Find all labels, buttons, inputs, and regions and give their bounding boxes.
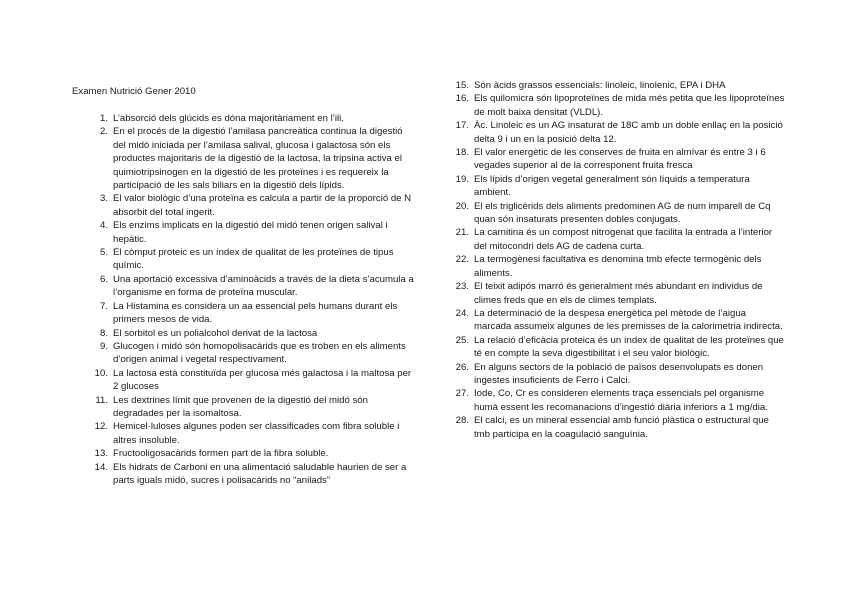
question-text: Àc. Linoleic es un AG insaturat de 18C amb un doble enllaç en la posició delta 9 i un en la posició delta 12. xyxy=(474,120,783,145)
question-number: 16. xyxy=(455,93,469,105)
question-text: En el procés de la digestió l’amilasa pancreàtica continua la digestió del midó iniciada per l’amilasa salival, glucosa i galactosa són els productes majoritaris de la digestió de la lactosa, la tripsina activa el quimiotripsinogen en la digestió de les proteïnes i es requereix la participació de les sals biliars en la digestió dels lípids. xyxy=(113,126,403,192)
question-number: 9. xyxy=(99,340,108,352)
question-number: 10. xyxy=(94,367,108,379)
question-number: 11. xyxy=(95,394,108,406)
question-number: 6. xyxy=(99,273,108,285)
question-text: La lactosa està constituïda per glucosa més galactosa i la maltosa per 2 glucoses xyxy=(113,367,412,393)
question-number: 1. xyxy=(99,113,108,124)
question-text: El els triglicèrids dels aliments predominen AG de num imparell de Cq quan són insaturats presenten dobles conjugats. xyxy=(474,200,771,226)
question-number: 4. xyxy=(99,220,108,232)
question-text: El calci, es un mineral essencial amb funció plàstica o estructural que tmb participa en la coagulació sanguínia. xyxy=(474,415,769,440)
question-item xyxy=(88,273,418,300)
question-text: Els quilomicra són lipoproteïnes de mida més petita que les lipoproteïnes de molt baixa densitat (VLDL). xyxy=(474,93,785,118)
question-number: 8. xyxy=(99,327,108,339)
question-number: 14. xyxy=(94,461,108,473)
question-text: La Histamina es considera un aa essencial pels humans durant els primers mesos de vida. xyxy=(113,300,398,326)
question-item xyxy=(455,146,785,173)
question-text: El sorbitol es un polialcohol derivat de la lactosa xyxy=(113,327,318,339)
question-number: 12. xyxy=(94,421,108,433)
question-item xyxy=(88,300,418,327)
question-item xyxy=(88,112,418,125)
question-item xyxy=(88,192,418,219)
question-number: 17. xyxy=(455,120,469,132)
question-item xyxy=(455,361,785,388)
page-title: Examen Nutrició Gener 2010 xyxy=(72,86,196,97)
question-item xyxy=(88,125,418,192)
question-item xyxy=(88,246,418,273)
question-item xyxy=(455,334,785,361)
question-text: El valor energètic de les conserves de fruita en almívar és entre 3 i 6 vegades superior al de la corresponent fruita fresca xyxy=(474,147,766,172)
question-text: Les dextrines límit que provenen de la digestió del midó són degradades per la isomaltosa. xyxy=(113,394,368,419)
question-number: 28. xyxy=(455,415,469,427)
question-text: La relació d’eficàcia proteica és un índex de qualitat de les proteïnes que té en compte la seva digestibilitat i el seu valor biològic. xyxy=(474,334,784,360)
question-item xyxy=(88,447,418,460)
question-text: Glucogen i midó són homopolisacàrids que es troben en els aliments d’origen animal i vegetal respectivament. xyxy=(113,340,406,366)
question-text: La carnitina és un compost nitrogenat que facilita la entrada a l’interior del mitocondri dels AG de cadena curta. xyxy=(474,227,773,252)
question-number: 15. xyxy=(455,80,469,91)
question-text: La determinació de la despesa energètica pel mètode de l’aigua marcada assumeix algunes de les premisses de la calorimetria indirecta. xyxy=(474,307,783,333)
question-text: Els enzims implicats en la digestió del midó tenen origen salival i hepàtic. xyxy=(113,220,388,245)
question-number: 19. xyxy=(455,173,469,185)
question-number: 20. xyxy=(455,200,469,212)
question-item xyxy=(455,226,785,253)
question-item xyxy=(455,280,785,307)
question-text: Els hidrats de Carboni en una alimentació saludable haurien de ser a parts iguals midó, sucres i polisacàrids no “anilads” xyxy=(113,461,407,486)
question-item xyxy=(455,307,785,334)
question-number: 24. xyxy=(455,307,469,319)
question-item xyxy=(88,461,418,488)
question-item xyxy=(455,414,785,441)
question-text: L’absorció dels glúcids es dóna majoritàriament en l’ili. xyxy=(113,113,344,124)
question-number: 25. xyxy=(455,334,469,346)
question-text: Els lípids d’origen vegetal generalment són líquids a temperatura ambient. xyxy=(474,173,750,199)
question-item xyxy=(88,394,418,421)
question-number: 5. xyxy=(99,247,108,259)
question-item xyxy=(455,253,785,280)
question-text: La termogènesi facultativa es denomina tmb efecte termogènic dels aliments. xyxy=(474,254,762,279)
question-number: 2. xyxy=(99,126,108,138)
question-number: 22. xyxy=(455,254,469,266)
question-text: El còmput proteic es un índex de qualitat de les proteïnes de tipus químic. xyxy=(113,247,394,272)
question-item xyxy=(88,420,418,447)
question-item xyxy=(455,200,785,227)
question-item xyxy=(455,79,785,92)
question-number: 7. xyxy=(99,300,108,312)
question-number: 21. xyxy=(455,227,469,239)
question-item xyxy=(88,219,418,246)
question-text: Iode, Co, Cr es consideren elements traça essencials pel organisme humà essent les recomanacions d’ingestió diària inferiors a 1 mg/dia. xyxy=(474,388,768,413)
question-text: Són àcids grassos essencials: linoleic, linolenic, EPA i DHA xyxy=(474,80,726,91)
question-item xyxy=(88,327,418,340)
question-list-right xyxy=(455,79,785,441)
question-item xyxy=(455,387,785,414)
question-text: El teixit adipós marró és generalment més abundant en individus de climes freds que en els de climes templats. xyxy=(474,281,763,306)
question-number: 27. xyxy=(455,388,469,400)
question-item xyxy=(455,92,785,119)
question-text: En alguns sectors de la població de països desenvolupats es donen ingestes insuficients de Ferro i Calci. xyxy=(474,361,764,386)
question-item xyxy=(455,173,785,200)
question-number: 18. xyxy=(455,147,469,159)
question-item xyxy=(88,340,418,367)
question-item xyxy=(88,367,418,394)
question-number: 3. xyxy=(99,193,108,205)
question-list-left xyxy=(88,112,418,487)
question-text: Hemicel·luloses algunes poden ser classificades com fibra soluble i altres insoluble. xyxy=(113,421,400,446)
question-number: 23. xyxy=(455,281,469,293)
question-item xyxy=(455,119,785,146)
question-text: El valor biològic d’una proteïna es calcula a partir de la proporció de N absorbit del total ingerit. xyxy=(113,193,412,218)
question-number: 26. xyxy=(455,361,469,373)
question-text: Una aportació excessiva d’aminoàcids a través de la dieta s’acumula a l’organisme en forma de proteïna muscular. xyxy=(113,273,414,299)
question-number: 13. xyxy=(94,448,108,460)
question-text: Fructooligosacàrids formen part de la fibra soluble. xyxy=(113,448,329,460)
